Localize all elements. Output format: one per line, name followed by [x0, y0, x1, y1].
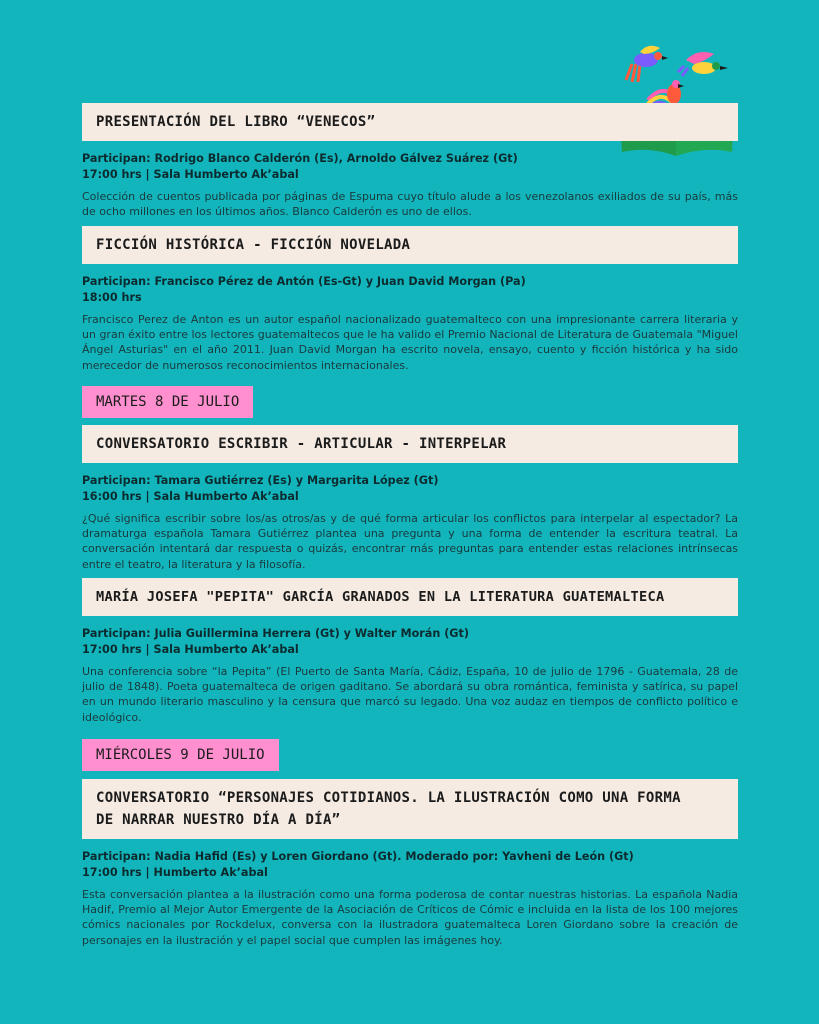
- event-description: Esta conversación plantea a la ilustración como una forma poderosa de contar nuestras historias. La española Nadia Hadif, Premio al Mejor Autor Emergente de la Asociación de Críticos de Cómic e incluida en la lista de los 100 mejores cómics nacionales por Rockdelux, conversa con la ilustradora guatemalteca Loren Giordano sobre la creación de personajes en la ilustración y el papel social que cumplen las imágenes hoy.: [82, 888, 738, 947]
- event-participants: Participan: Francisco Pérez de Antón (Es-Gt) y Juan David Morgan (Pa): [82, 275, 526, 288]
- event-conversatorio-escribir: [82, 425, 738, 572]
- event-description: Francisco Perez de Anton es un autor español nacionalizado guatemalteco con una impresionante carrera literaria y un gran éxito entre los lectores guatemaltecos que le ha valido el Premio Nacional de Literatura de Guatemala "Miguel Ángel Asturias" en el año 2011. Juan David Morgan ha escrito novela, ensayo, cuento y ficción histórica y ha sido merecedor de numerosos reconocimientos internacionales.: [82, 313, 738, 372]
- event-time: 17:00 hrs | Humberto Ak’abal: [82, 866, 268, 879]
- event-title: FICCIÓN HISTÓRICA - FICCIÓN NOVELADA: [82, 226, 738, 264]
- event-description: Una conferencia sobre “la Pepita” (El Puerto de Santa María, Cádiz, España, 10 de julio de 1796 - Guatemala, 28 de julio de 1848). Poeta guatemalteca de origen gaditano. Se abordará su obra romántica, feminista y satírica, su papel en un mundo literario masculino y la censura que marcó su legado. Una voz audaz en tiempos de conflicto político e ideológico.: [82, 665, 738, 724]
- event-time: 16:00 hrs | Sala Humberto Ak’abal: [82, 490, 299, 503]
- event-time: 18:00 hrs: [82, 291, 142, 304]
- event-time: 17:00 hrs | Sala Humberto Ak’abal: [82, 168, 299, 181]
- event-title: MARÍA JOSEFA "PEPITA" GARCÍA GRANADOS EN LA LITERATURA GUATEMALTECA: [82, 578, 738, 616]
- event-participants: Participan: Tamara Gutiérrez (Es) y Margarita López (Gt): [82, 474, 439, 487]
- event-presentacion-venecos: [82, 103, 738, 219]
- event-title: CONVERSATORIO “PERSONAJES COTIDIANOS. LA ILUSTRACIÓN COMO UNA FORMA DE NARRAR NUESTRO DÍA A DÍA”: [82, 779, 738, 839]
- date-tag: MARTES 8 DE JULIO: [82, 386, 253, 418]
- event-participants: Participan: Nadia Hafid (Es) y Loren Giordano (Gt). Moderado por: Yavheni de León (Gt): [82, 850, 634, 863]
- date-tag: MIÉRCOLES 9 DE JULIO: [82, 739, 279, 771]
- event-ficcion-historica: [82, 226, 738, 373]
- event-time: 17:00 hrs | Sala Humberto Ak’abal: [82, 643, 299, 656]
- date-heading-tuesday: [82, 386, 738, 418]
- event-participants: Participan: Julia Guillermina Herrera (Gt) y Walter Morán (Gt): [82, 627, 469, 640]
- event-participants: Participan: Rodrigo Blanco Calderón (Es), Arnoldo Gálvez Suárez (Gt): [82, 152, 518, 165]
- event-pepita-garcia-granados: [82, 578, 738, 725]
- event-description: ¿Qué significa escribir sobre los/as otros/as y de qué forma articular los conflictos para interpelar al espectador? La dramaturga española Tamara Gutiérrez plantea una pregunta y una forma de entender la escritura teatral. La conversación intentará dar respuesta o quizás, encontrar más preguntas para entender estas relaciones intrínsecas entre el teatro, la literatura y la filosofía.: [82, 512, 738, 571]
- event-personajes-cotidianos: [82, 779, 738, 948]
- event-description: Colección de cuentos publicada por páginas de Espuma cuyo título alude a los venezolanos exiliados de su país, más de ocho millones en los últimos años. Blanco Calderón es uno de ellos.: [82, 190, 738, 219]
- event-title: PRESENTACIÓN DEL LIBRO “VENECOS”: [82, 103, 738, 141]
- event-title: CONVERSATORIO ESCRIBIR - ARTICULAR - INTERPELAR: [82, 425, 738, 463]
- date-heading-wednesday: [82, 739, 738, 771]
